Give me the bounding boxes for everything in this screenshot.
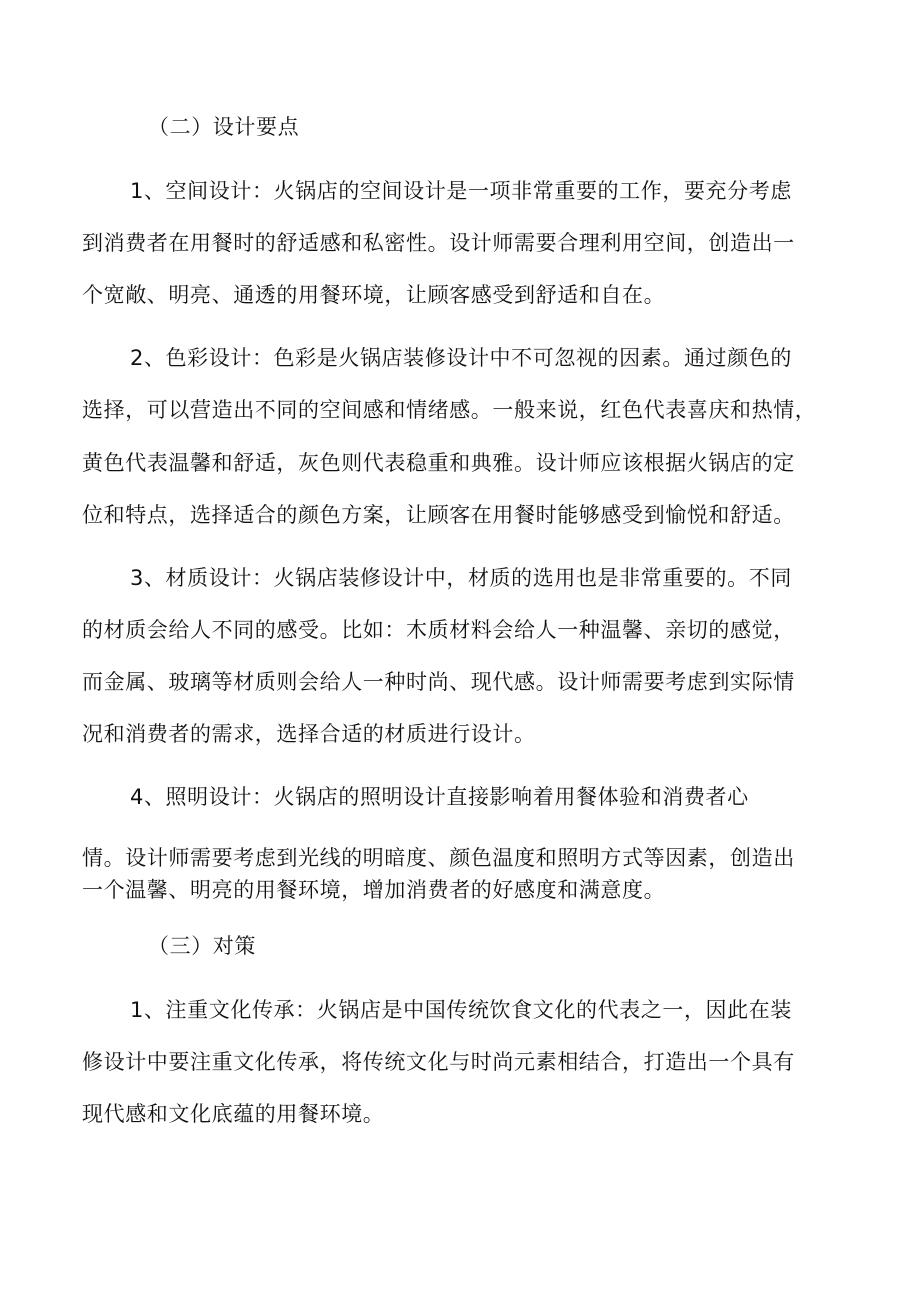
paragraph-culture-line-3: 现代感和文化底蕴的用餐环境。	[82, 1102, 385, 1126]
paragraph-material-design-line-3: 而金属、玻璃等材质则会给人一种时尚、现代感。设计师需要考虑到实际情	[82, 670, 795, 694]
paragraph-lighting-design-line-1: 4、照明设计：火锅店的照明设计直接影响着用餐体验和消费者心	[130, 785, 749, 809]
paragraph-color-design-line-2: 选择，可以营造出不同的空间感和情绪感。一般来说，红色代表喜庆和热情，	[82, 398, 817, 422]
paragraph-material-design-line-4: 况和消费者的需求，选择合适的材质进行设计。	[82, 722, 536, 746]
paragraph-lighting-design-line-3: 一个温馨、明亮的用餐环境，增加消费者的好感度和满意度。	[82, 878, 666, 902]
paragraph-color-design-line-3: 黄色代表温馨和舒适，灰色则代表稳重和典雅。设计师应该根据火锅店的定	[82, 451, 795, 475]
paragraph-culture-line-1: 1、注重文化传承：火锅店是中国传统饮食文化的代表之一，因此在装	[130, 998, 792, 1022]
paragraph-color-design-line-4: 位和特点，选择适合的颜色方案，让顾客在用餐时能够感受到愉悦和舒适。	[82, 503, 795, 527]
paragraph-color-design-line-1: 2、色彩设计：色彩是火锅店装修设计中不可忽视的因素。通过颜色的	[130, 346, 792, 370]
section-heading-countermeasures: （三）对策	[148, 934, 256, 958]
paragraph-material-design-line-2: 的材质会给人不同的感受。比如：木质材料会给人一种温馨、亲切的感觉，	[82, 618, 795, 642]
paragraph-lighting-design-line-2: 情。设计师需要考虑到光线的明暗度、颜色温度和照明方式等因素，创造出	[82, 846, 795, 870]
section-heading-design-points: （二）设计要点	[148, 115, 300, 139]
paragraph-space-design-line-2: 到消费者在用餐时的舒适感和私密性。设计师需要合理利用空间，创造出一	[82, 231, 795, 255]
paragraph-space-design-line-3: 个宽敞、明亮、通透的用餐环境，让顾客感受到舒适和自在。	[82, 283, 666, 307]
paragraph-culture-line-2: 修设计中要注重文化传承，将传统文化与时尚元素相结合，打造出一个具有	[82, 1050, 795, 1074]
paragraph-material-design-line-1: 3、材质设计：火锅店装修设计中，材质的选用也是非常重要的。不同	[130, 566, 792, 590]
paragraph-space-design-line-1: 1、空间设计：火锅店的空间设计是一项非常重要的工作，要充分考虑	[130, 179, 792, 203]
